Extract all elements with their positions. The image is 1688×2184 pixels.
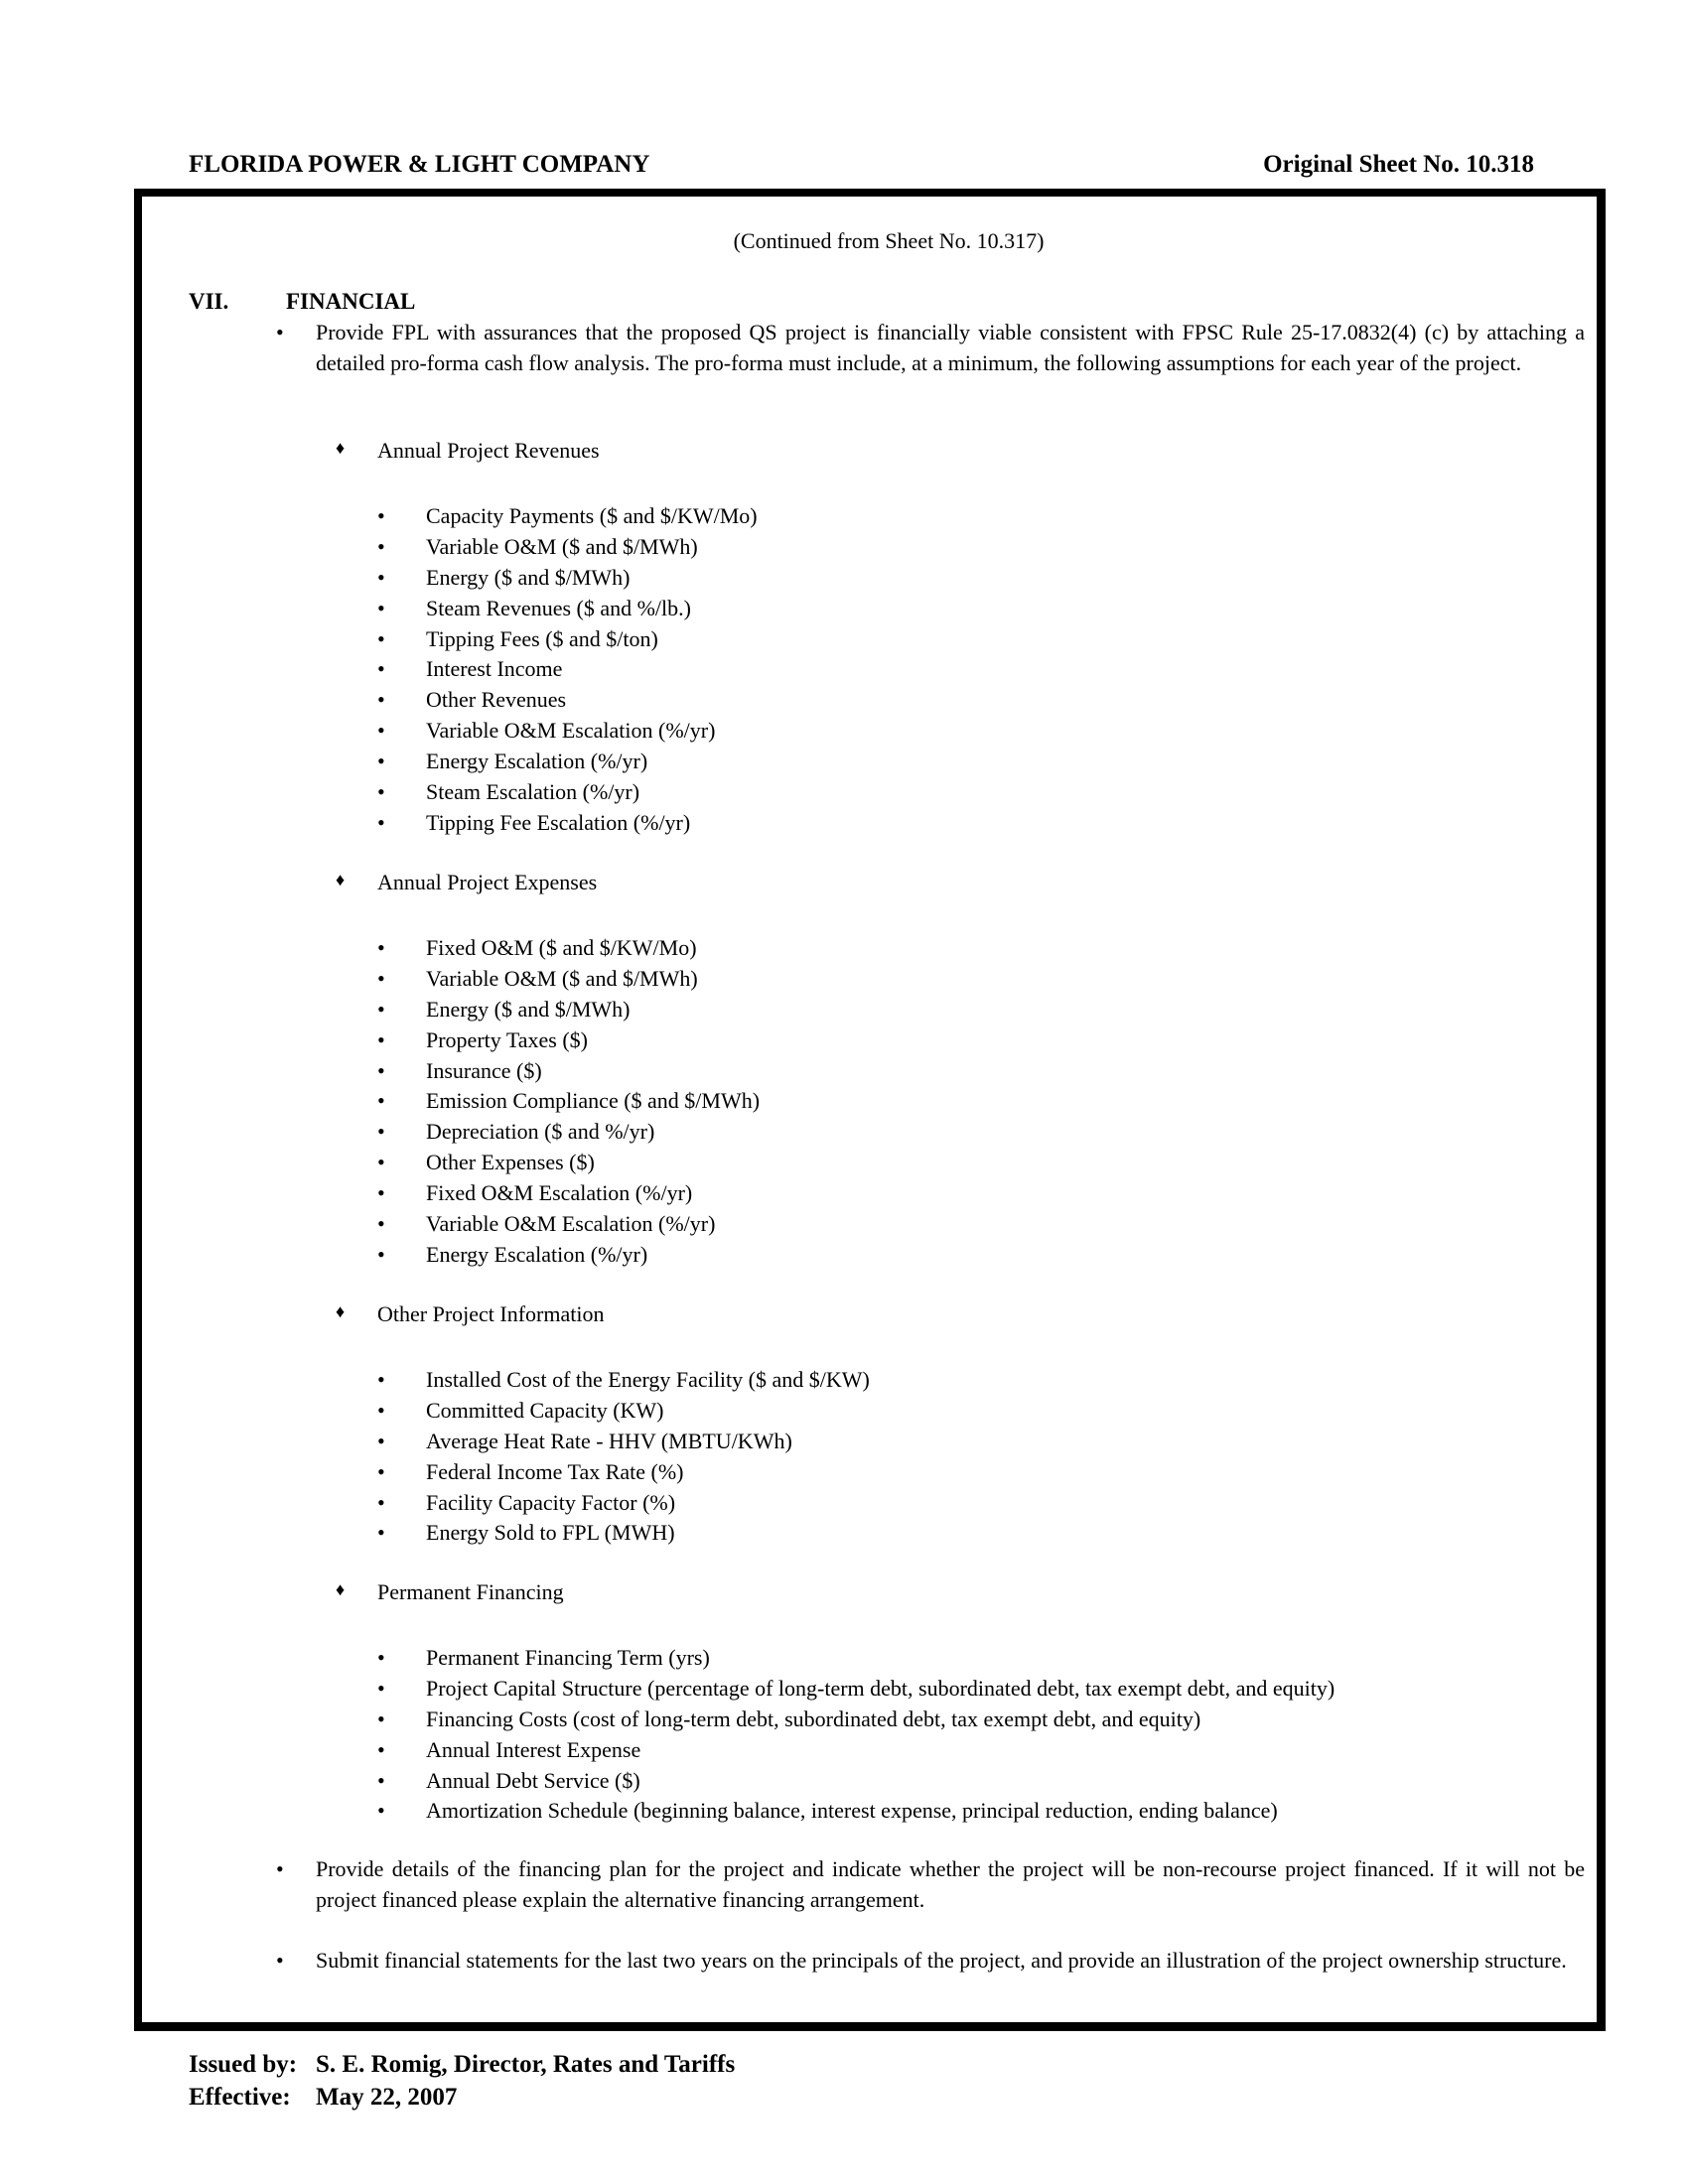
list-item: • Energy Escalation (%/yr) [336,1240,1577,1271]
group-permanent-financing [336,1579,1577,1827]
bullet-icon: • [377,1458,385,1484]
bullet-icon: • [377,1645,385,1670]
issued-by-line [189,2051,735,2079]
diamond-bullet-icon: ♦ [336,870,346,889]
section-number: VII. [189,289,229,314]
group-title: Permanent Financing [377,1579,564,1604]
list-item: • Energy ($ and $/MWh) [336,563,1577,594]
list-item: • Depreciation ($ and %/yr) [336,1117,1577,1148]
diamond-bullet-icon: ♦ [336,1579,346,1599]
list-item: • Facility Capacity Factor (%) [336,1488,1577,1519]
list-item: • Energy Sold to FPL (MWH) [336,1518,1577,1549]
list-item: • Other Revenues [336,685,1577,716]
list-item: • Average Heat Rate - HHV (MBTU/KWh) [336,1427,1577,1457]
bullet-icon: • [377,1088,385,1114]
list-item: • Variable O&M ($ and $/MWh) [336,964,1577,995]
bullet-icon: • [377,1180,385,1206]
bullet-icon: • [377,1397,385,1423]
list-item: • Installed Cost of the Energy Facility ($ and $/KW) [336,1365,1577,1396]
effective-value: May 22, 2007 [316,2084,458,2111]
list-item: • Emission Compliance ($ and $/MWh) [336,1086,1577,1117]
bullet-icon: • [276,1856,284,1881]
list-item: • Property Taxes ($) [336,1025,1577,1056]
bullet-icon: • [377,718,385,744]
bullet-icon: • [377,1767,385,1793]
bullet-icon: • [377,809,385,835]
bullet-icon: • [377,996,385,1022]
bullet-icon: • [377,935,385,960]
bullet-icon: • [377,656,385,682]
item-list [336,1643,1577,1827]
list-item: • Energy ($ and $/MWh) [336,995,1577,1025]
list-item: • Tipping Fees ($ and $/ton) [336,624,1577,655]
list-item: • Project Capital Structure (percentage of long-term debt, subordinated debt, tax exempt debt, and equity) [336,1674,1577,1705]
intro-text: Provide FPL with assurances that the proposed QS project is financially viable consistent with FPSC Rule 25-17.0832(4) (c) by attaching a detailed pro-forma cash flow analysis. The pro-forma must include, at a minimum, the following assumptions for each year of the project. [316,320,1585,375]
bullet-icon: • [377,1057,385,1083]
list-item: • Interest Income [336,654,1577,685]
section-title: FINANCIAL [286,289,416,314]
list-item: • Other Expenses ($) [336,1148,1577,1178]
bullet-icon: • [276,1948,284,1973]
list-item: • Fixed O&M ($ and $/KW/Mo) [336,933,1577,964]
list-item: • Variable O&M ($ and $/MWh) [336,532,1577,563]
bullet-icon: • [377,1675,385,1701]
bullet-icon: • [276,320,284,344]
list-item: • Variable O&M Escalation (%/yr) [336,716,1577,747]
bullet-icon: • [377,1241,385,1267]
effective-label: Effective: [189,2084,291,2111]
group-annual-project-expenses [336,870,1577,1271]
financial-statements-paragraph [276,1946,1585,1977]
group-annual-project-revenues [336,438,1577,839]
financing-plan-text: Provide details of the financing plan for the project and indicate whether the project will be non-recourse project financed. If it will not be project financed please explain the alternative financing arrangement. [316,1856,1585,1912]
bullet-icon: • [377,1428,385,1453]
bullet-icon: • [377,1150,385,1175]
bullet-icon: • [377,1520,385,1546]
list-item: • Financing Costs (cost of long-term debt, subordinated debt, tax exempt debt, and equity) [336,1705,1577,1735]
list-item: • Fixed O&M Escalation (%/yr) [336,1178,1577,1209]
item-list [336,933,1577,1271]
bullet-icon: • [377,1026,385,1052]
list-item: • Capacity Payments ($ and $/KW/Mo) [336,501,1577,532]
list-item: • Annual Debt Service ($) [336,1766,1577,1797]
group-title: Other Project Information [377,1301,605,1326]
bullet-icon: • [377,1211,385,1237]
diamond-bullet-icon: ♦ [336,1301,346,1321]
list-item: • Steam Escalation (%/yr) [336,777,1577,808]
continued-note: (Continued from Sheet No. 10.317) [733,228,1045,253]
list-item: • Annual Interest Expense [336,1735,1577,1766]
bullet-icon: • [377,1736,385,1762]
bullet-icon: • [377,533,385,559]
bullet-icon: • [377,503,385,528]
item-list [336,501,1577,839]
list-item: • Tipping Fee Escalation (%/yr) [336,808,1577,839]
financial-statements-text: Submit financial statements for the last two years on the principals of the project, and provide an illustration of the project ownership structure. [316,1948,1567,1973]
issued-by-value: S. E. Romig, Director, Rates and Tariffs [316,2051,736,2078]
list-item: • Committed Capacity (KW) [336,1396,1577,1427]
list-item: • Amortization Schedule (beginning balance, interest expense, principal reduction, ending balance) [336,1796,1577,1827]
bullet-icon: • [377,1119,385,1145]
list-item: • Federal Income Tax Rate (%) [336,1457,1577,1488]
bullet-icon: • [377,1367,385,1392]
group-other-project-information [336,1301,1577,1549]
bullet-icon: • [377,779,385,805]
group-title: Annual Project Expenses [377,870,598,894]
group-title: Annual Project Revenues [377,438,600,463]
company-name: FLORIDA POWER & LIGHT COMPANY [189,151,650,178]
bullet-icon: • [377,1489,385,1515]
bullet-icon: • [377,1706,385,1731]
list-item: • Variable O&M Escalation (%/yr) [336,1209,1577,1240]
financing-plan-paragraph [276,1854,1585,1915]
list-item: • Steam Revenues ($ and %/lb.) [336,594,1577,624]
item-list [336,1365,1577,1549]
bullet-icon: • [377,687,385,713]
sheet-number: Original Sheet No. 10.318 [1263,151,1534,178]
bullet-icon: • [377,625,385,651]
bullet-icon: • [377,595,385,620]
bullet-icon: • [377,965,385,991]
list-item: • Energy Escalation (%/yr) [336,747,1577,777]
bullet-icon: • [377,1798,385,1824]
list-item: • Insurance ($) [336,1056,1577,1087]
bullet-icon: • [377,564,385,590]
bullet-icon: • [377,749,385,774]
diamond-bullet-icon: ♦ [336,438,346,458]
effective-line [189,2084,457,2112]
list-item: • Permanent Financing Term (yrs) [336,1643,1577,1674]
issued-by-label: Issued by: [189,2051,298,2078]
intro-paragraph [276,318,1585,378]
